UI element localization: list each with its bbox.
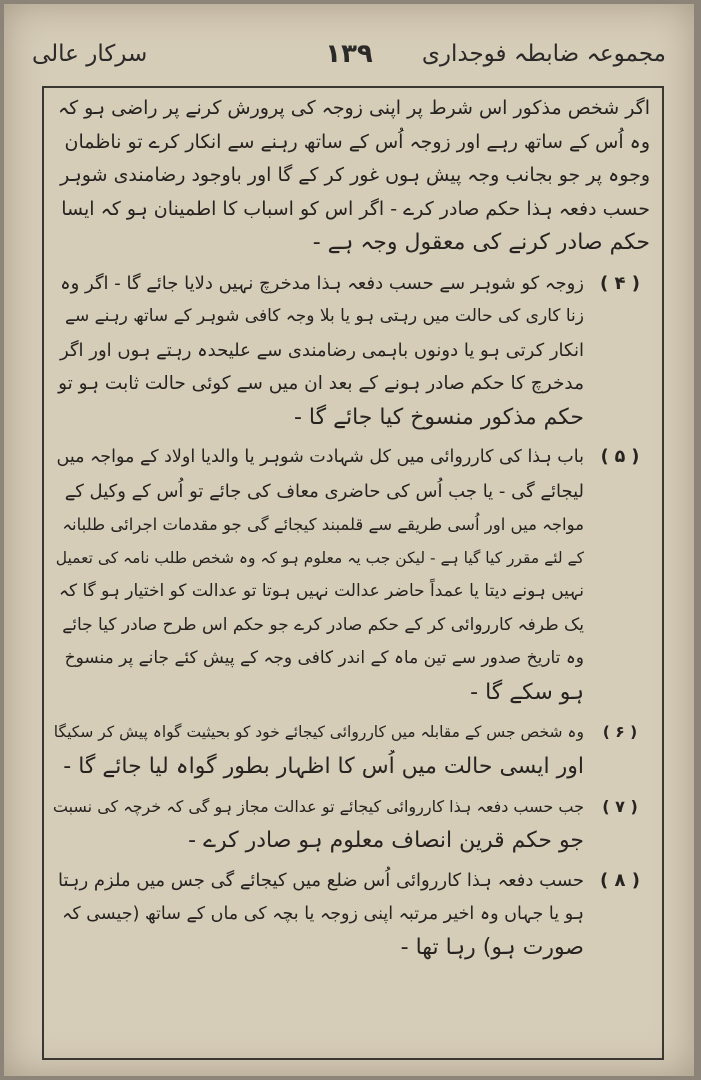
paragraph-number: ( ۷ )	[602, 797, 638, 816]
book-title: مجموعہ ضابطہ فوجداری	[421, 41, 666, 67]
text-line	[52, 864, 650, 898]
text-line	[52, 267, 650, 301]
text-frame	[42, 86, 664, 1060]
text-line	[52, 475, 650, 509]
text-line	[52, 367, 650, 401]
text-line	[52, 676, 650, 710]
line-text: ہو سکے گا -	[470, 679, 584, 705]
scanned-page	[4, 4, 694, 1076]
line-text: یک طرفہ کارروائی کر کے حکم صادر کرے جو حکم اس طرح صادر کیا جائے	[62, 614, 584, 635]
numbered-paragraph	[52, 441, 650, 709]
line-text: جو حکم قرین انصاف معلوم ہو صادر کرے -	[188, 827, 584, 853]
text-line	[52, 226, 650, 260]
text-line	[52, 609, 650, 643]
text-line	[52, 401, 650, 435]
running-header: سرکار عالی	[32, 41, 148, 67]
numbered-paragraph	[52, 790, 650, 857]
body-text	[52, 92, 650, 972]
numbered-paragraph	[52, 864, 650, 965]
text-line	[52, 750, 650, 784]
line-text: وہ شخص جس کے مقابلہ میں کارروائی کیجائے خود کو بحیثیت گواہ پیش کر سکیگا	[53, 723, 584, 741]
line-text: ہو یا جہاں وہ اخیر مرتبہ اپنی زوجہ یا بچہ کی ماں کے ساتھ (جیسی کہ	[62, 903, 584, 924]
text-line	[52, 334, 650, 368]
line-text: زوجہ کو شوہر سے حسب دفعہ ہذا مدخرچ نہیں دلایا جائے گا - اگر وہ	[60, 272, 584, 294]
text-line	[52, 931, 650, 965]
line-text: زنا کاری کی حالت میں رہتی ہو یا بلا وجہ کافی شوہر کے ساتھ رہنے سے	[65, 306, 584, 326]
line-text: نہیں ہونے دیتا یا عمداً حاضر عدالت نہیں ہوتا تو عدالت کو اختیار ہو گا کہ	[59, 581, 584, 601]
numbered-paragraph	[52, 716, 650, 783]
paragraph	[52, 92, 650, 260]
line-text: حسب دفعہ ہذا حکم صادر کرے - اگر اس کو اسباب کا اطمینان ہو کہ ایسا	[61, 197, 650, 220]
text-line	[52, 126, 650, 160]
line-text: اور ایسی حالت میں اُس کا اظہار بطور گواہ لیا جائے گا -	[63, 753, 584, 779]
text-line	[52, 92, 650, 126]
paragraph-number: ( ۶ )	[602, 723, 638, 741]
text-line	[52, 193, 650, 227]
line-text: مدخرچ کا حکم صادر ہونے کے بعد ان میں سے کوئی حالت ثابت ہو تو	[58, 373, 584, 394]
paragraph-number: ( ۴ )	[600, 272, 640, 294]
text-line	[52, 542, 650, 576]
text-line	[52, 508, 650, 542]
numbered-paragraph	[52, 267, 650, 435]
line-text: مواجہ میں اور اُسی طریقے سے قلمبند کیجائے گی جو مقدمات اجرائی طلبانہ	[62, 515, 584, 534]
line-text: کے لئے مقرر کیا گیا ہے - لیکن جب یہ معلوم ہو کہ وہ شخص طلب نامہ کی تعمیل	[55, 548, 584, 567]
page-header	[32, 34, 666, 74]
line-text: حسب دفعہ ہذا کارروائی اُس ضلع میں کیجائے گی جس میں ملزم رہتا	[58, 870, 584, 891]
line-text: اگر شخص مذکور اس شرط پر اپنی زوجہ کی پرورش کرنے پر راضی ہو کہ	[57, 97, 650, 119]
paragraph-number: ( ۸ )	[600, 870, 640, 891]
text-line	[52, 575, 650, 609]
line-text: وہ اُس کے ساتھ رہے اور زوجہ اُس کے ساتھ رہنے سے انکار کرے تو ناظمان	[64, 130, 650, 153]
line-text: وجوہ پر جو بجانب وجہ پیش ہوں غور کر کے گا اور باوجود رضامندی شوہر	[60, 164, 650, 186]
line-text: حکم مذکور منسوخ کیا جائے گا -	[293, 404, 584, 430]
line-text: لیجائے گی - یا جب اُس کی حاضری معاف کی جائے تو اُس کے وکیل کے	[64, 480, 584, 502]
line-text: حکم صادر کرنے کی معقول وجہ ہے -	[312, 230, 650, 255]
text-line	[52, 790, 650, 824]
text-line	[52, 824, 650, 858]
text-line	[52, 441, 650, 475]
line-text: جب حسب دفعہ ہذا کارروائی کیجائے تو عدالت مجاز ہو گی کہ خرچہ کی نسبت	[52, 797, 584, 816]
text-line	[52, 642, 650, 676]
line-text: وہ تاریخ صدور سے تین ماہ کے اندر کافی وجہ کے پیش کئے جانے پر منسوخ	[64, 648, 584, 668]
line-text: صورت ہو) رہا تھا -	[400, 935, 584, 960]
page-number: ۱۳۹	[325, 39, 373, 69]
text-line	[52, 898, 650, 932]
line-text: انکار کرتی ہو یا دونوں باہمی رضامندی سے علیحدہ رہتے ہوں اور اگر	[60, 339, 584, 361]
line-text: باب ہذا کی کارروائی میں کل شہادت شوہر یا والدیا اولاد کے مواجہ میں	[56, 447, 584, 467]
paragraph-number: ( ۵ )	[600, 447, 640, 467]
text-line	[52, 716, 650, 750]
text-line	[52, 159, 650, 193]
text-line	[52, 300, 650, 334]
